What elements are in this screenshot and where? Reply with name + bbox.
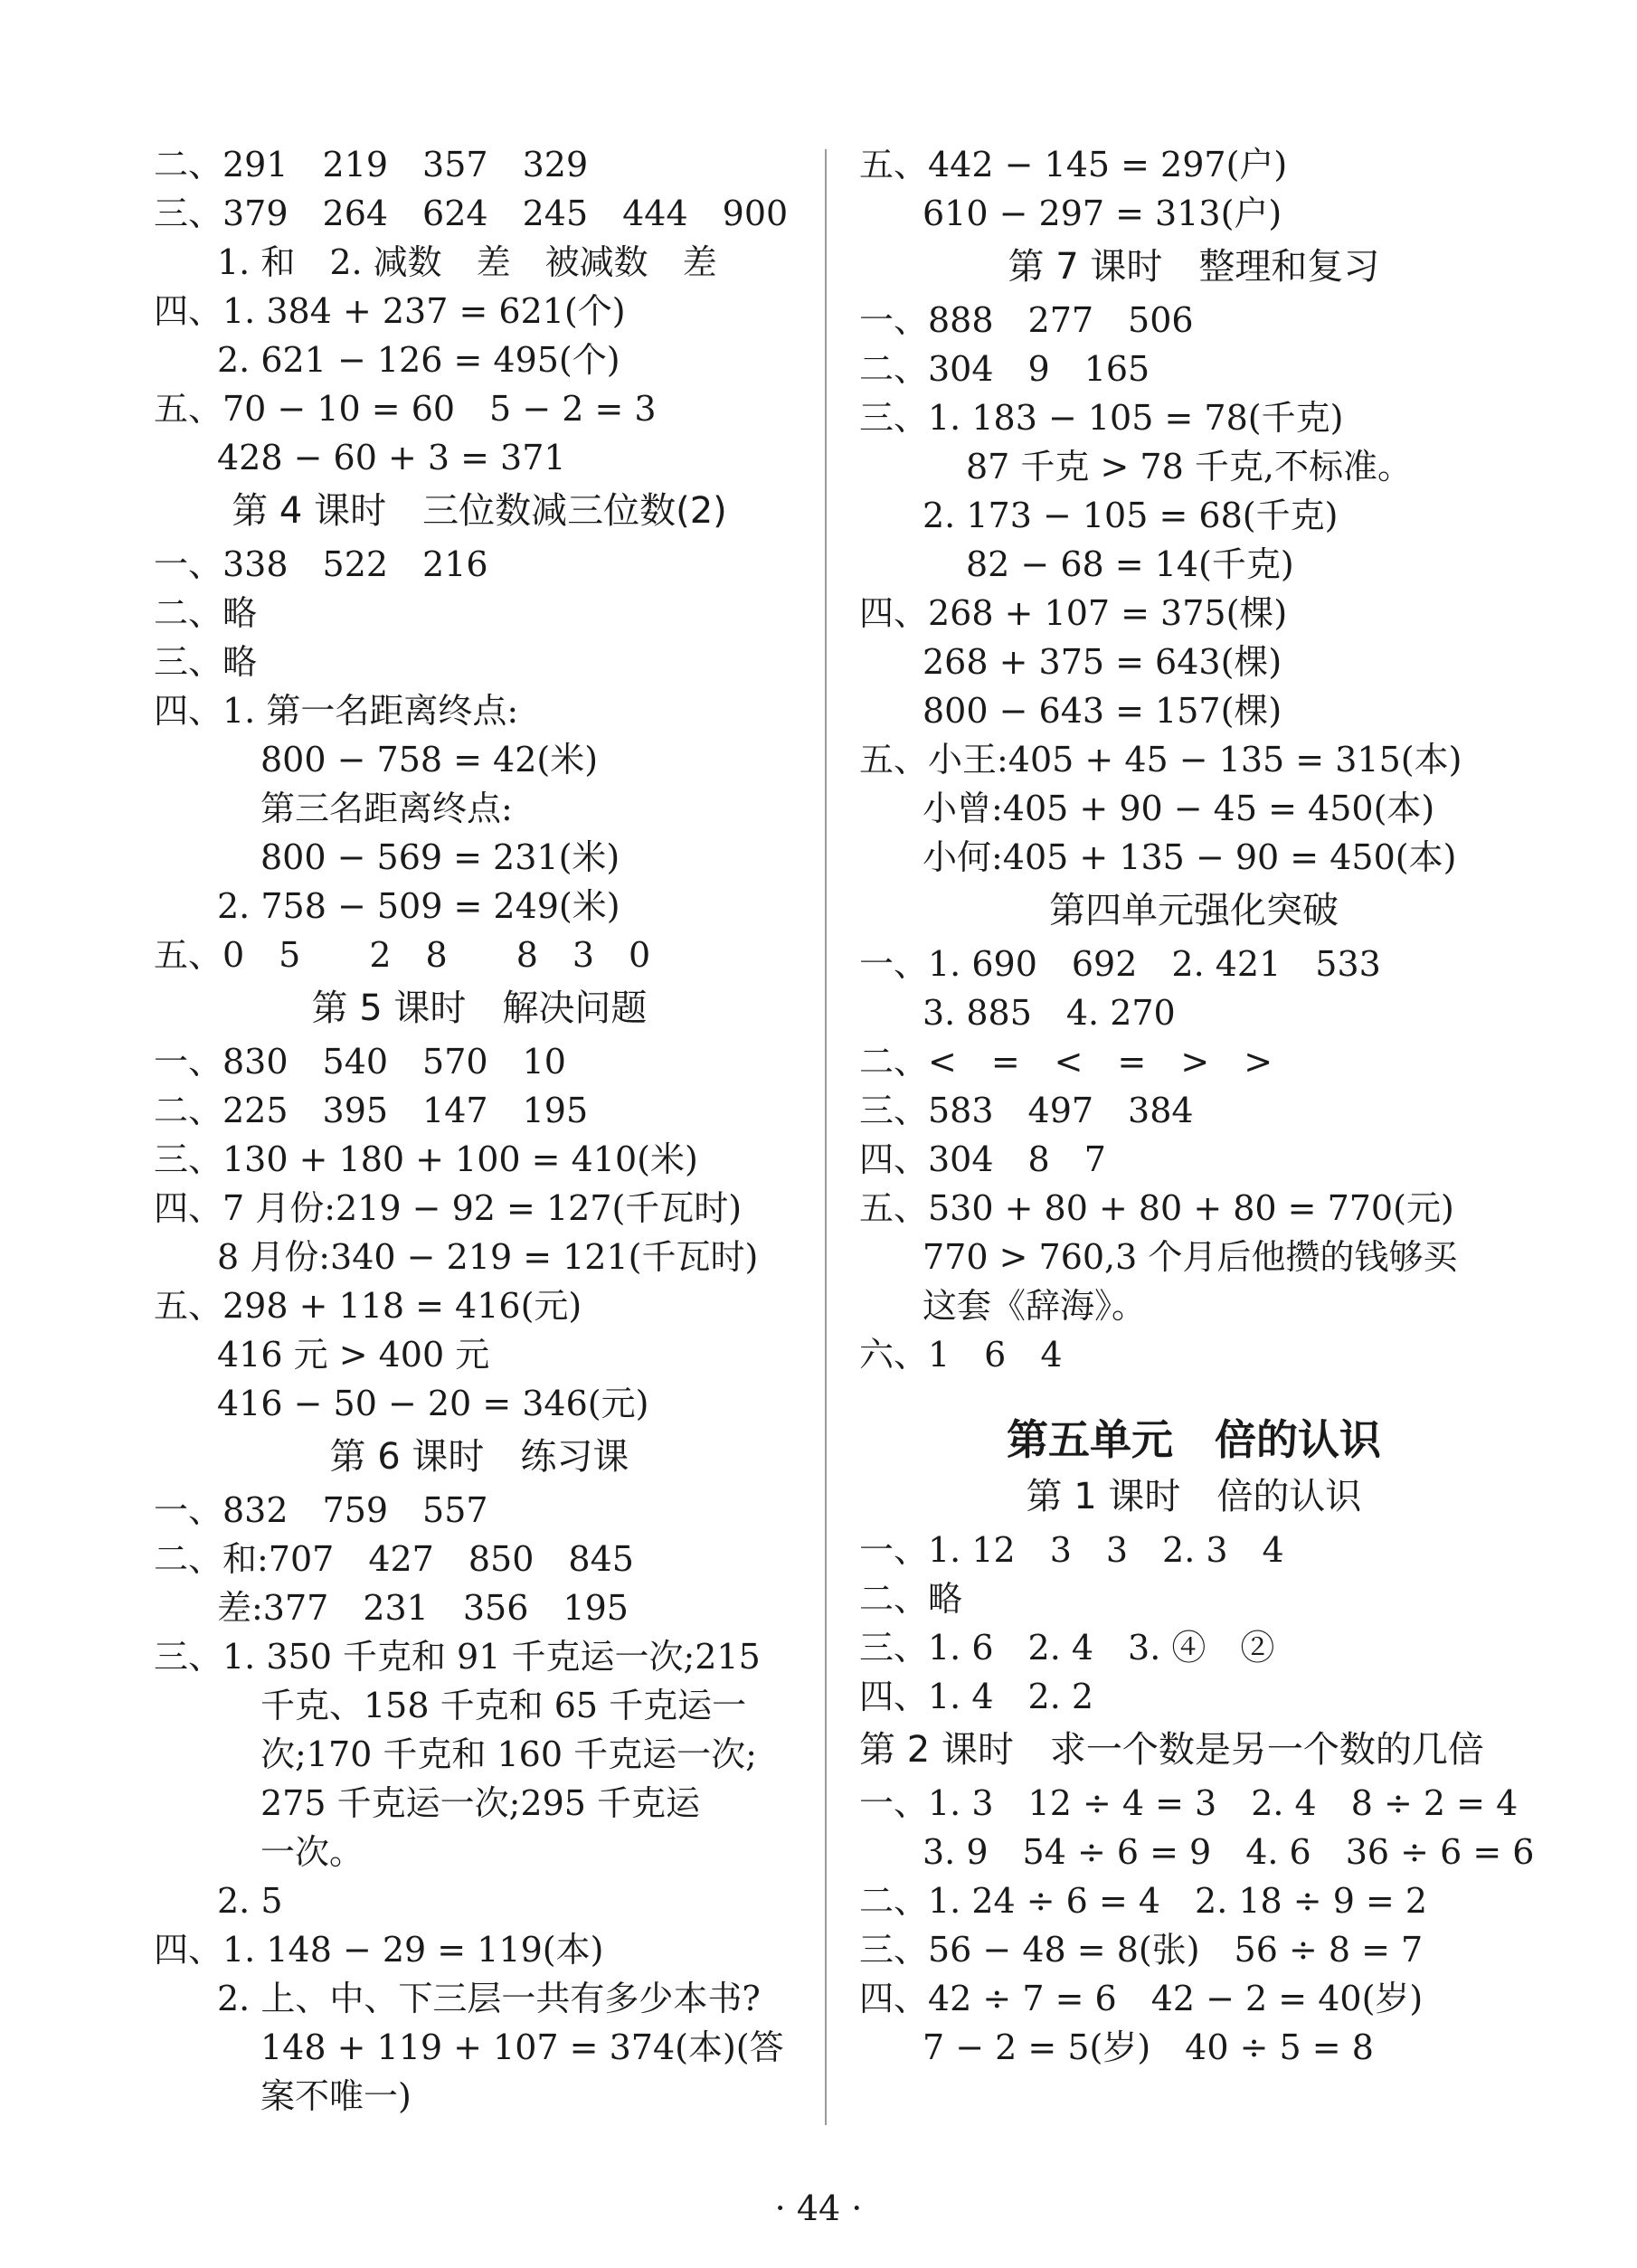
answer-line: 二、291 219 357 329	[154, 145, 589, 184]
answer-line: 770 > 760,3 个月后他攒的钱够买	[923, 1237, 1458, 1277]
answer-line: 二、< = < = > >	[859, 1042, 1273, 1082]
answer-line: 2. 758 − 509 = 249(米)	[217, 886, 620, 926]
answer-line: 差:377 231 356 195	[217, 1588, 629, 1628]
answer-line: 2. 173 − 105 = 68(千克)	[923, 496, 1339, 535]
answer-line: 二、略	[859, 1579, 963, 1619]
answer-line: 三、1. 6 2. 4 3. ④ ②	[859, 1628, 1275, 1668]
answer-line: 四、42 ÷ 7 = 6 42 − 2 = 40(岁)	[859, 1979, 1424, 2018]
column-divider	[825, 149, 827, 2125]
answer-line: 二、和:707 427 850 845	[154, 1539, 634, 1579]
answer-line: 三、130 + 180 + 100 = 410(米)	[154, 1139, 698, 1179]
answer-line: 五、298 + 118 = 416(元)	[154, 1286, 582, 1326]
answer-line: 一、338 522 216	[154, 544, 488, 584]
answer-line: 一、1. 690 692 2. 421 533	[859, 944, 1381, 984]
answer-line: 三、56 − 48 = 8(张) 56 ÷ 8 = 7	[859, 1930, 1424, 1970]
answer-line: 3. 885 4. 270	[923, 993, 1176, 1033]
unit-title: 第五单元 倍的认识	[1007, 1415, 1381, 1464]
answer-line: 千克、158 千克和 65 千克运一	[260, 1686, 747, 1725]
answer-line: 案不唯一)	[260, 2076, 412, 2116]
answer-line: 148 + 119 + 107 = 374(本)(答	[260, 2027, 784, 2067]
answer-line: 800 − 758 = 42(米)	[260, 740, 599, 780]
answer-line: 二、304 9 165	[859, 349, 1150, 389]
answer-line: 四、1. 4 2. 2	[859, 1677, 1094, 1716]
answer-line: 五、小王:405 + 45 − 135 = 315(本)	[859, 740, 1462, 780]
answer-line: 二、1. 24 ÷ 6 = 4 2. 18 ÷ 9 = 2	[859, 1881, 1428, 1921]
answer-line: 三、1. 183 − 105 = 78(千克)	[859, 398, 1344, 438]
answer-line: 四、304 8 7	[859, 1139, 1106, 1179]
answer-line: 次;170 千克和 160 千克运一次;	[260, 1734, 757, 1774]
answer-line: 五、530 + 80 + 80 + 80 = 770(元)	[859, 1188, 1454, 1228]
section-heading: 第 2 课时 求一个数是另一个数的几倍	[859, 1729, 1484, 1771]
answer-line: 三、略	[154, 642, 258, 682]
answer-line: 87 千克 > 78 千克,不标准。	[966, 447, 1412, 487]
answer-line: 275 千克运一次;295 千克运	[260, 1783, 701, 1823]
answer-line: 四、1. 148 − 29 = 119(本)	[154, 1930, 604, 1970]
answer-line: 一、832 759 557	[154, 1490, 488, 1530]
answer-line: 五、442 − 145 = 297(户)	[859, 145, 1288, 184]
answer-line: 四、7 月份:219 − 92 = 127(千瓦时)	[154, 1188, 743, 1228]
answer-line: 四、1. 384 + 237 = 621(个)	[154, 291, 626, 331]
answer-line: 一、1. 12 3 3 2. 3 4	[859, 1530, 1284, 1570]
answer-line: 小曾:405 + 90 − 45 = 450(本)	[923, 789, 1435, 828]
answer-line: 268 + 375 = 643(棵)	[923, 642, 1282, 682]
answer-line: 二、略	[154, 593, 258, 633]
answer-line: 这套《辞海》。	[923, 1286, 1147, 1326]
section-heading: 第 6 课时 练习课	[329, 1436, 629, 1478]
answer-line: 第三名距离终点:	[260, 789, 513, 828]
answer-line: 四、1. 第一名距离终点:	[154, 691, 519, 731]
answer-line: 2. 621 − 126 = 495(个)	[217, 340, 620, 380]
answer-line: 416 − 50 − 20 = 346(元)	[217, 1384, 649, 1423]
answer-line: 六、1 6 4	[859, 1335, 1063, 1375]
answer-line: 二、225 395 147 195	[154, 1091, 589, 1130]
answer-line: 610 − 297 = 313(户)	[923, 194, 1282, 233]
answer-line: 1. 和 2. 减数 差 被减数 差	[217, 242, 717, 282]
answer-line: 3. 9 54 ÷ 6 = 9 4. 6 36 ÷ 6 = 6	[923, 1832, 1535, 1872]
answer-line: 三、583 497 384	[859, 1091, 1194, 1130]
left-answer-column	[154, 140, 805, 2121]
page-number: · 44 ·	[774, 2188, 863, 2228]
answer-line: 82 − 68 = 14(千克)	[966, 544, 1294, 584]
answer-line: 四、268 + 107 = 375(棵)	[859, 593, 1288, 633]
section-heading: 第 7 课时 整理和复习	[1008, 246, 1380, 288]
section-heading: 第 1 课时 倍的认识	[1026, 1476, 1362, 1517]
answer-line: 800 − 569 = 231(米)	[260, 837, 620, 877]
answer-line: 一次。	[260, 1832, 364, 1872]
answer-line: 三、1. 350 千克和 91 千克运一次;215	[154, 1637, 761, 1677]
answer-line: 五、0 5 2 8 8 3 0	[154, 935, 651, 975]
answer-line: 三、379 264 624 245 444 900	[154, 194, 789, 233]
answer-line: 800 − 643 = 157(棵)	[923, 691, 1282, 731]
right-answer-column	[859, 140, 1535, 2072]
answer-line: 小何:405 + 135 − 90 = 450(本)	[923, 837, 1457, 877]
answer-line: 416 元 > 400 元	[217, 1335, 490, 1375]
answer-line: 一、830 540 570 10	[154, 1042, 566, 1082]
section-heading: 第 4 课时 三位数减三位数(2)	[232, 490, 727, 532]
answer-line: 一、888 277 506	[859, 300, 1194, 340]
answer-line: 2. 5	[217, 1881, 283, 1921]
answer-line: 2. 上、中、下三层一共有多少本书?	[217, 1979, 761, 2018]
section-heading: 第 5 课时 解决问题	[311, 988, 648, 1029]
section-heading: 第四单元强化突破	[1049, 890, 1339, 931]
answer-line: 8 月份:340 − 219 = 121(千瓦时)	[217, 1237, 759, 1277]
answer-line: 7 − 2 = 5(岁) 40 ÷ 5 = 8	[923, 2027, 1374, 2067]
answer-line: 428 − 60 + 3 = 371	[217, 438, 566, 477]
answer-line: 五、70 − 10 = 60 5 − 2 = 3	[154, 389, 657, 429]
answer-line: 一、1. 3 12 ÷ 4 = 3 2. 4 8 ÷ 2 = 4	[859, 1783, 1519, 1823]
